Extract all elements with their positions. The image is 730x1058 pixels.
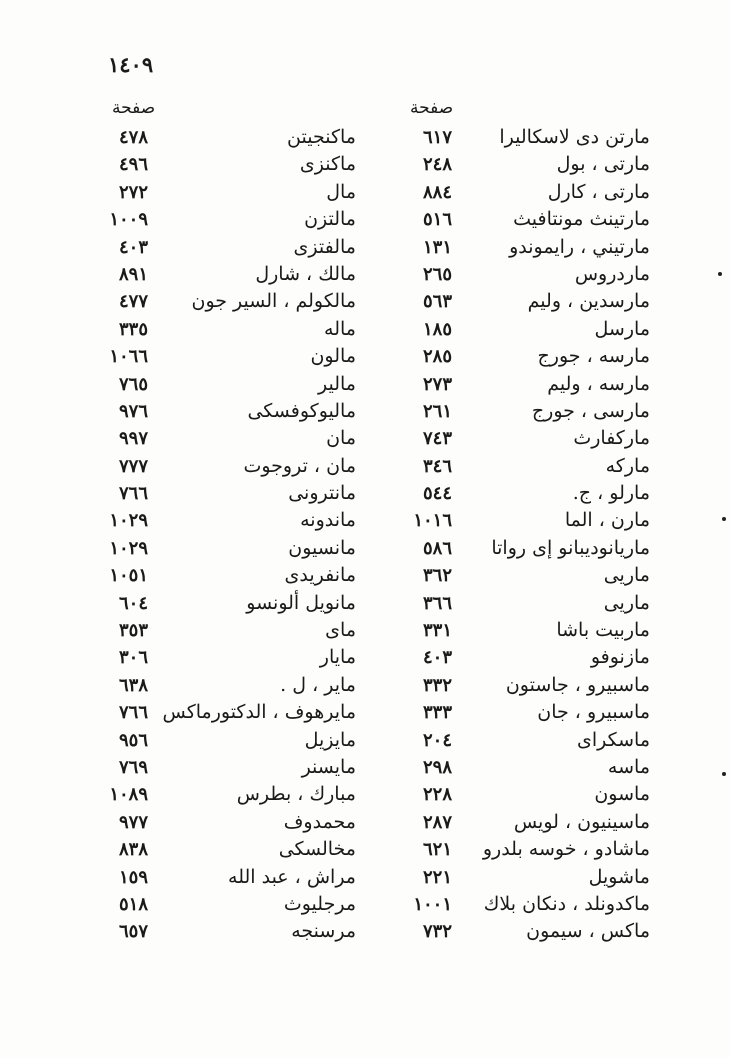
entry-name: مرسنجه [291, 920, 356, 943]
entry-name: مارتى ، كارل [547, 180, 650, 203]
entry-page-number: ٢٨٥ [422, 346, 452, 368]
entry-page-number: ٢٩٨ [422, 756, 452, 778]
entry-page-number: ٥١٨ [118, 893, 148, 915]
entry-name: مايرهوف ، الدكتورماكس [162, 701, 356, 724]
entry-page-number: ٦٠٤ [118, 592, 148, 614]
entry-name: ماردروس [574, 262, 650, 285]
entry-page-number: ٢٠٤ [422, 729, 452, 751]
index-row [0, 234, 730, 261]
entry-page-number: ٣٣٢ [422, 674, 452, 696]
entry-page-number: ١٠٢٩ [109, 537, 148, 559]
index-row [0, 124, 730, 151]
entry-name: مارتينث مونتافيث [513, 208, 650, 231]
entry-name: ماسكراى [576, 728, 650, 751]
entry-name: ماكدونلد ، دنكان بلاك [483, 892, 650, 915]
entry-page-number: ٧٤٣ [422, 428, 452, 450]
index-row [0, 453, 730, 480]
entry-name: ماى [325, 619, 356, 642]
entry-name: مانفريدى [284, 564, 356, 587]
entry-name: ماسبيرو ، جاستون [505, 673, 650, 696]
entry-page-number: ٩٧٦ [118, 400, 148, 422]
entry-name: مانويل ألونسو [246, 591, 356, 614]
entry-page-number: ٣٥٣ [118, 620, 148, 642]
entry-page-number: ٧٦٥ [118, 373, 148, 395]
entry-page-number: ٢٦١ [422, 400, 452, 422]
index-row [0, 535, 730, 562]
entry-name: مارن ، الما [564, 509, 650, 532]
entry-page-number: ٧٦٦ [118, 483, 148, 505]
entry-page-number: ٥١٦ [422, 209, 452, 231]
entry-page-number: ٥٨٦ [422, 537, 452, 559]
left-column-header: صفحة [112, 98, 156, 118]
entry-name: ماسون [594, 783, 650, 806]
entry-page-number: ٣٤٦ [422, 455, 452, 477]
entry-name: محمدوف [283, 810, 356, 833]
entry-name: مرجليوث [283, 892, 356, 915]
index-row [0, 918, 730, 945]
entry-name: مالفتزى [293, 235, 356, 258]
entry-name: مالكولم ، السير جون [191, 290, 356, 313]
entry-name: مخالسكى [278, 838, 356, 861]
index-row [0, 480, 730, 507]
index-row [0, 864, 730, 891]
entry-name: ماركه [605, 454, 650, 477]
right-column-header: صفحة [410, 98, 454, 118]
entry-name: ماسبيرو ، جان [537, 701, 650, 724]
index-row [0, 590, 730, 617]
page-number: ١٤٠٩ [108, 52, 154, 77]
index-row [0, 425, 730, 452]
entry-name: ماريى [603, 591, 650, 614]
entry-page-number: ٤٠٣ [118, 236, 148, 258]
entry-name: ماركفارث [573, 427, 650, 450]
index-row [0, 754, 730, 781]
entry-name: ماليوكوفسكى [247, 399, 356, 422]
entry-name: مان [326, 427, 356, 450]
index-row [0, 727, 730, 754]
margin-dot [718, 272, 722, 276]
entry-name: مارتن دى لاسكاليرا [499, 126, 650, 148]
entry-name: ماسه [607, 755, 650, 778]
entry-page-number: ٣٦٦ [422, 592, 452, 614]
index-row [0, 371, 730, 398]
index-row [0, 891, 730, 918]
entry-name: مارسه ، جورج [537, 345, 650, 368]
entry-name: مالون [310, 345, 356, 368]
entry-page-number: ٣٦٢ [422, 565, 452, 587]
entry-page-number: ٩٩٧ [118, 428, 148, 450]
entry-page-number: ١٠٥١ [109, 565, 148, 587]
entry-page-number: ٦١٧ [422, 127, 452, 148]
entry-page-number: ١٠٢٩ [109, 510, 148, 532]
entry-page-number: ٦٢١ [422, 839, 452, 861]
index-row [0, 672, 730, 699]
entry-page-number: ٤٧٨ [118, 127, 148, 148]
entry-name: مارلو ، ج. [572, 482, 650, 505]
index-row [0, 644, 730, 671]
index-row [0, 151, 730, 178]
entry-name: ماندونه [300, 509, 356, 532]
entry-name: مايزيل [304, 728, 356, 751]
entry-name: ماكس ، سيمون [526, 920, 650, 943]
entry-page-number: ١٠٨٩ [109, 784, 148, 806]
entry-page-number: ٣٣٥ [118, 318, 148, 340]
margin-dot [722, 772, 726, 776]
entry-page-number: ٧٣٢ [422, 921, 452, 943]
entry-page-number: ١٠١٦ [413, 510, 452, 532]
index-row [0, 398, 730, 425]
entry-page-number: ٢٦٥ [422, 263, 452, 285]
entry-name: مازنوفو [590, 646, 650, 669]
entry-name: مارسل [594, 317, 650, 340]
entry-page-number: ١٨٥ [422, 318, 452, 340]
entry-page-number: ٢٢٨ [422, 784, 452, 806]
entry-page-number: ٧٦٩ [118, 756, 148, 778]
entry-name: ماشويل [588, 865, 650, 888]
entry-page-number: ٥٦٣ [422, 291, 452, 313]
entry-page-number: ٣٣١ [422, 620, 452, 642]
index-row [0, 809, 730, 836]
entry-page-number: ١٣١ [422, 236, 452, 258]
entry-page-number: ٨٣٨ [118, 839, 148, 861]
entry-page-number: ٣٠٦ [118, 647, 148, 669]
entry-page-number: ٢٤٨ [422, 154, 452, 176]
entry-page-number: ٢٨٧ [422, 811, 452, 833]
index-row [0, 316, 730, 343]
entry-name: ماله [324, 317, 356, 340]
entry-page-number: ١٠٠١ [413, 893, 452, 915]
entry-name: مانسيون [288, 536, 356, 559]
entry-name: مارسدين ، وليم [527, 290, 650, 313]
entry-page-number: ٢٧٣ [422, 373, 452, 395]
entry-page-number: ٢٢١ [422, 866, 452, 888]
entry-page-number: ١٥٩ [118, 866, 148, 888]
entry-name: مالير [318, 372, 356, 395]
index-row [0, 261, 730, 288]
index-row [0, 562, 730, 589]
entry-page-number: ٦٣٨ [118, 674, 148, 696]
entry-page-number: ٣٣٣ [422, 702, 452, 724]
margin-dot [722, 517, 726, 521]
entry-name: ماريى [603, 564, 650, 587]
entry-page-number: ٧٦٦ [118, 702, 148, 724]
index-row [0, 836, 730, 863]
index-row [0, 343, 730, 370]
entry-page-number: ٦٥٧ [118, 921, 148, 943]
entry-name: مانترونى [288, 482, 356, 505]
entry-name: مارسى ، جورج [531, 399, 650, 422]
entry-name: ماكنزى [299, 153, 356, 176]
entry-name: ماير ، ل . [280, 673, 356, 696]
entry-page-number: ٩٧٧ [118, 811, 148, 833]
entry-name: مبارك ، بطرس [236, 783, 356, 806]
entry-name: مايار [319, 646, 356, 669]
entry-page-number: ٨٩١ [118, 263, 148, 285]
entry-name: مراش ، عبد الله [228, 865, 356, 888]
index-row [0, 179, 730, 206]
entry-page-number: ٤٧٧ [118, 291, 148, 313]
entry-page-number: ٥٤٤ [422, 483, 452, 505]
entry-name: مالتزن [304, 208, 356, 231]
entry-name: ماشادو ، خوسه بلدرو [482, 838, 650, 861]
entry-name: مارتيني ، رايموندو [509, 235, 650, 258]
entry-page-number: ٧٧٧ [118, 455, 148, 477]
entry-name: ماكنجيتن [287, 126, 356, 148]
entry-page-number: ١٠٦٦ [109, 346, 148, 368]
index-row [0, 288, 730, 315]
entry-name: مالك ، شارل [255, 262, 356, 285]
entry-name: ماسينيون ، لويس [513, 810, 650, 833]
entry-page-number: ٢٧٢ [118, 181, 148, 203]
entry-page-number: ١٠٠٩ [109, 209, 148, 231]
index-row [0, 206, 730, 233]
entry-name: مال [326, 180, 356, 203]
entry-name: مارسه ، وليم [547, 372, 650, 395]
index-entries [0, 124, 730, 946]
entry-name: مايسنر [301, 755, 356, 778]
index-row [0, 781, 730, 808]
entry-page-number: ٩٥٦ [118, 729, 148, 751]
index-row [0, 699, 730, 726]
entry-page-number: ٤٠٣ [422, 647, 452, 669]
entry-name: مان ، تروجوت [243, 454, 356, 477]
entry-name: مارتى ، بول [556, 153, 650, 176]
entry-name: ماريانوديبانو إى رواتا [491, 536, 650, 559]
entry-page-number: ٤٩٦ [118, 154, 148, 176]
index-row [0, 507, 730, 534]
entry-page-number: ٨٨٤ [422, 181, 452, 203]
index-row [0, 617, 730, 644]
entry-name: ماربيت باشا [556, 619, 650, 642]
